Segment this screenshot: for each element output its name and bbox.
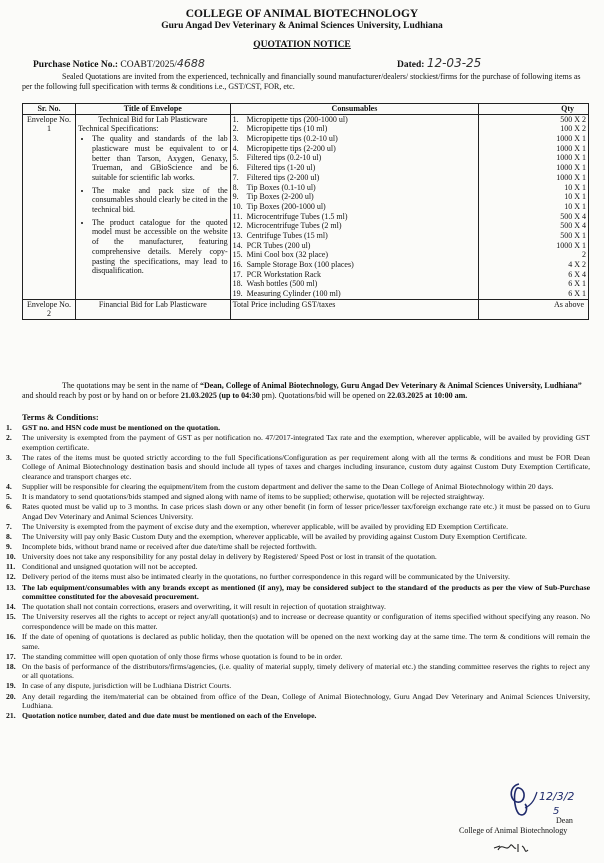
- term-item: [6, 423, 590, 433]
- consumable-name: Filtered tips (1-20 ul): [246, 163, 316, 173]
- consumable-qty: 1000 X 1: [556, 163, 586, 173]
- consumable-number: 18.: [232, 279, 243, 289]
- consumable-item: [233, 260, 477, 270]
- consumable-item: [233, 115, 477, 125]
- consumable-name: Microcentrifuge Tubes (1.5 ml): [246, 211, 348, 221]
- consumable-qty: 2: [582, 250, 586, 260]
- consumables-cell: [230, 114, 479, 299]
- term-number: 13.: [6, 582, 16, 592]
- consumable-number: 4.: [232, 143, 239, 153]
- consumable-name: Micropipette tips (10 ml): [246, 124, 328, 134]
- consumable-item: [233, 202, 477, 212]
- consumable-qty: 6 X 1: [568, 279, 586, 289]
- consumable-name: Tip Boxes (200-1000 ul): [246, 201, 326, 211]
- dated-label: Dated:: [397, 60, 425, 70]
- term-text: The University will pay only Basic Custom Duty and the exemption, wherever applicable, will be availed by providing against Custom Duty Exemption Certificate.: [22, 532, 527, 542]
- consumable-number: 19.: [232, 289, 243, 299]
- term-number: 11.: [6, 562, 16, 572]
- consumable-name: Mini Cool box (32 place): [246, 250, 328, 260]
- consumable-name: Sample Storage Box (100 places): [246, 260, 354, 270]
- term-text: University does not take any responsibility for any postal delay in delivery by Registered/ Speed Post or lost in transit of the quotation.: [22, 552, 437, 562]
- consumable-item: [233, 124, 477, 134]
- purchase-notice-number: 4688: [176, 57, 205, 70]
- terms-heading: Terms & Conditions:: [22, 412, 99, 422]
- term-item: [6, 492, 590, 502]
- term-item: [6, 583, 590, 602]
- term-text: The standing committee will open quotation of only those firms whose quotation is found to be in order.: [22, 651, 343, 661]
- college-heading: COLLEGE OF ANIMAL BIOTECHNOLOGY: [185, 8, 419, 20]
- consumable-item: [233, 221, 477, 231]
- consumable-item: [233, 250, 477, 260]
- term-number: 7.: [6, 521, 12, 531]
- term-text: The lab equipment/consumables with any brands except as mentioned (if any), may be considered subject to the standard of the products as per the view of Sub-Purchase committee constituted for the abovesaid procurement.: [22, 582, 590, 602]
- term-item: [6, 453, 590, 482]
- consumable-qty: 1000 X 1: [556, 240, 586, 250]
- purchase-notice-line: [33, 57, 205, 70]
- consumable-qty: 500 X 1: [560, 230, 586, 240]
- term-number: 5.: [6, 492, 12, 502]
- term-number: 18.: [6, 661, 16, 671]
- term-item: [6, 532, 590, 542]
- consumable-item: [233, 134, 477, 144]
- envelope-1-title-cell: [75, 114, 230, 299]
- consumable-number: 6.: [232, 163, 239, 173]
- consumable-number: 11.: [232, 211, 243, 221]
- items-table: [22, 103, 589, 320]
- consumable-qty: 10 X 1: [564, 182, 586, 192]
- consumable-number: 16.: [232, 260, 243, 270]
- term-item: [6, 542, 590, 552]
- tech-spec-item: • The product catalogue for the quoted model must be accessible on the website of the manufacturer, featuring comprehensive details. Merely copy-pasting the specifications, may lead to disqualification.: [92, 218, 228, 276]
- table-header-row: [23, 104, 589, 115]
- term-text: Delivery period of the items must also be intimated clearly in the quotations, no further correspondence in this regard will be communicated by the University.: [22, 572, 510, 582]
- consumable-number: 3.: [232, 134, 239, 144]
- consumable-number: 7.: [232, 172, 239, 182]
- tech-spec-list: [78, 134, 228, 276]
- header-sr-no: Sr. No.: [23, 104, 76, 115]
- term-number: 4.: [6, 482, 12, 492]
- term-item: [6, 692, 590, 711]
- term-item: [6, 602, 590, 612]
- envelope-2-qty: As above: [479, 299, 589, 319]
- submission-text: pm). Quotations/bid will be opened on: [259, 391, 388, 400]
- consumable-qty: 500 X 4: [560, 211, 586, 221]
- envelope-2-label: Envelope No. 2: [23, 299, 76, 319]
- term-item: [6, 572, 590, 582]
- term-text: If the date of opening of quotations is declared as public holiday, then the quotation will be opened on the next working day at the same time. The term & conditions will remain the same.: [22, 631, 590, 651]
- consumable-name: PCR Tubes (200 ul): [246, 240, 311, 250]
- submission-due-date: 21.03.2025 (up to 04:30: [180, 391, 260, 400]
- term-text: It is mandatory to send quotations/bids stamped and signed along with name of items to be supplied; otherwise, quotation will be rejected straightway.: [22, 492, 485, 502]
- term-number: 15.: [6, 612, 16, 622]
- term-item: [6, 502, 590, 521]
- consumable-qty: 1000 X 1: [556, 143, 586, 153]
- consumable-name: PCR Workstation Rack: [246, 269, 321, 279]
- term-number: 21.: [6, 711, 16, 721]
- term-item: [6, 522, 590, 532]
- header-qty: Qty: [479, 104, 589, 115]
- consumable-number: 2.: [232, 124, 239, 134]
- consumable-qty: 6 X 4: [568, 269, 586, 279]
- consumable-item: [233, 153, 477, 163]
- consumable-item: [233, 279, 477, 289]
- consumable-name: Centrifuge Tubes (15 ml): [246, 230, 328, 240]
- term-text: Rates quoted must be valid up to 3 months. In case prices slash down or any other benefit (in form of lesser price/lesser tax/foreign exchange rate etc.) it must be passed on to Guru Angad Dev Veterinary and Animal Sciences University.: [22, 502, 590, 521]
- intro-paragraph: Sealed Quotations are invited from the experienced, technically and financially sound manufacturer/dealers/ stockiest/firms for the purchase of following items as per the following full specification with terms & conditions i.e., GST/CST, FOR, etc.: [22, 72, 581, 91]
- purchase-notice-label: Purchase Notice No.:: [33, 60, 119, 70]
- term-item: [6, 681, 590, 691]
- consumable-qty: 10 X 1: [564, 192, 586, 202]
- term-text: In case of any dispute, jurisdiction will be Ludhiana District Courts.: [22, 681, 232, 691]
- consumable-item: [233, 183, 477, 193]
- term-item: [6, 652, 590, 662]
- qty-list: [481, 114, 586, 299]
- term-item: [6, 552, 590, 562]
- term-item: [6, 612, 590, 631]
- submission-opening-date: 22.03.2025 at 10:00 am.: [387, 391, 468, 400]
- consumable-name: Measuring Cylinder (100 ml): [246, 289, 341, 299]
- term-item: [6, 482, 590, 492]
- header-consumables: Consumables: [230, 104, 479, 115]
- term-text: The University reserves all the rights to accept or reject any/all quotation(s) and to increase or decrease quantity or configuration of items specified without specifying any reason. No correspondence will be made on this matter.: [22, 612, 590, 631]
- consumable-number: 1.: [232, 114, 239, 124]
- notice-title: QUOTATION NOTICE: [253, 40, 351, 50]
- consumable-qty: 1000 X 1: [556, 172, 586, 182]
- header-title: Title of Envelope: [75, 104, 230, 115]
- consumable-number: 8.: [232, 182, 239, 192]
- term-text: The university is exempted from the payment of GST as per notification no. 47/2017-integrated Tax rate and the exemption, wherever applicable, will be availed by providing GST exemption certificate.: [22, 433, 590, 452]
- term-item: [6, 711, 590, 721]
- term-text: GST no. and HSN code must be mentioned on the quotation.: [22, 423, 221, 432]
- tech-spec-heading: Technical Specifications:: [77, 124, 159, 134]
- consumable-name: Micropipette tips (200-1000 ul): [246, 114, 348, 124]
- term-number: 6.: [6, 502, 12, 512]
- svg-text:12/3/2: 12/3/2: [539, 790, 575, 803]
- term-item: [6, 433, 590, 452]
- term-text: On the basis of performance of the distributors/firms/agencies, (i.e. quality of material supply, timely delivery of material etc.) the standing committee reserves the rights to reject any or all quotations.: [22, 661, 590, 681]
- tech-spec-item: • The quality and standards of the lab plasticware must be equivalent to or better than Tarson, Axygen, Genaxy, Trueman, and GBioScience and be suitable for scientific lab works.: [92, 134, 228, 183]
- dated-line: [397, 56, 481, 70]
- term-number: 19.: [6, 681, 16, 691]
- consumable-qty: 4 X 2: [568, 260, 586, 270]
- dean-signature: [505, 778, 585, 826]
- consumable-number: 10.: [232, 201, 243, 211]
- term-number: 1.: [6, 423, 12, 432]
- term-text: Any detail regarding the item/material can be obtained from office of the Dean, College of Animal Biotechnology, Guru Angad Dev Veterinary and Animal Sciences University, Ludhiana.: [22, 691, 590, 711]
- consumable-name: Wash bottles (500 ml): [246, 279, 318, 289]
- consumable-qty: 1000 X 1: [556, 134, 586, 144]
- term-number: 10.: [6, 552, 16, 562]
- envelope-2-title: Financial Bid for Lab Plasticware: [75, 299, 230, 319]
- term-text: The rates of the items must be quoted strictly according to the full Specifications/Configuration as per requirement along with all the terms & conditions and must be FOR Dean College of Animal Biotechnology destination basis and should include all types of taxes and charges including insurance, custom duty against Custom Duty Exemption Certificate, clearance and transport charges etc.: [22, 452, 590, 481]
- term-number: 20.: [6, 691, 16, 701]
- term-number: 2.: [6, 433, 12, 443]
- consumable-item: [233, 241, 477, 251]
- term-number: 3.: [6, 452, 12, 462]
- consumable-item: [233, 289, 477, 299]
- term-item: [6, 562, 590, 572]
- terms-list: [6, 423, 590, 721]
- envelope-2-consumables: Total Price including GST/taxes: [230, 299, 479, 319]
- term-number: 9.: [6, 542, 12, 552]
- consumable-name: Filtered tips (0.2-10 ul): [246, 153, 322, 163]
- university-heading: Guru Angad Dev Veterinary & Animal Sciences University, Ludhiana: [161, 21, 443, 31]
- term-text: The University is exempted from the payment of excise duty and the exemption, wherever applicable, will be availed by providing ED Exemption Certificate.: [22, 521, 509, 531]
- consumable-number: 13.: [232, 230, 243, 240]
- envelope-1-label: Envelope No. 1: [23, 114, 76, 299]
- consumable-item: [233, 212, 477, 222]
- consumable-qty: 100 X 2: [560, 124, 586, 134]
- envelope-1-row: [23, 114, 589, 299]
- term-text: Conditional and unsigned quotation will not be accepted.: [22, 562, 198, 572]
- term-number: 8.: [6, 532, 12, 542]
- term-item: [6, 632, 590, 651]
- qty-cell: [479, 114, 589, 299]
- consumable-name: Filtered tips (2-200 ul): [246, 172, 320, 182]
- consumable-qty: 500 X 2: [560, 114, 586, 124]
- consumable-item: [233, 144, 477, 154]
- term-number: 16.: [6, 631, 16, 641]
- term-item: [6, 662, 590, 681]
- consumable-qty: 10 X 1: [564, 201, 586, 211]
- signatory-college: College of Animal Biotechnology: [459, 826, 568, 835]
- consumable-name: Tip Boxes (2-200 ul): [246, 192, 314, 202]
- consumable-name: Tip Boxes (0.1-10 ul): [246, 182, 316, 192]
- consumable-item: [233, 173, 477, 183]
- term-number: 17.: [6, 651, 16, 661]
- purchase-notice-prefix: COABT/2025/: [120, 60, 177, 70]
- consumable-qty: 6 X 1: [568, 289, 586, 299]
- consumables-list: [233, 115, 477, 299]
- consumable-name: Micropipette tips (2-200 ul): [246, 143, 336, 153]
- submission-addressee: “Dean, College of Animal Biotechnology, Guru Angad Dev Veterinary & Animal Sciences University, Ludhiana”: [199, 381, 582, 390]
- consumable-name: Microcentrifuge Tubes (2 ml): [246, 221, 342, 231]
- submission-paragraph: [22, 381, 588, 401]
- consumable-number: 12.: [232, 221, 243, 231]
- consumable-qty: 1000 X 1: [556, 153, 586, 163]
- consumable-number: 14.: [232, 240, 243, 250]
- submission-text: and should reach by post or by hand on or before: [22, 391, 181, 400]
- envelope-1-title: Technical Bid for Lab Plasticware: [98, 114, 208, 124]
- consumable-number: 15.: [232, 250, 243, 260]
- consumable-qty: 500 X 4: [560, 221, 586, 231]
- consumable-number: 5.: [232, 153, 239, 163]
- term-text: Quotation notice number, dated and due date must be mentioned on each of the Envelope.: [22, 711, 317, 721]
- consumable-item: [233, 270, 477, 280]
- svg-text:5: 5: [553, 806, 560, 817]
- term-number: 14.: [6, 602, 16, 612]
- dated-value: 12-03-25: [426, 56, 482, 70]
- initials-scribble: [492, 838, 532, 858]
- consumable-item: [233, 163, 477, 173]
- consumable-number: 17.: [232, 269, 243, 279]
- tech-spec-item: • The make and pack size of the consumables should clearly be cited in the technical bid.: [92, 186, 228, 215]
- consumable-item: [233, 231, 477, 241]
- term-number: 12.: [6, 572, 16, 582]
- term-text: Incomplete bids, without brand name or received after due date/time shall be rejected forthwith.: [22, 542, 317, 552]
- consumable-item: [233, 192, 477, 202]
- term-text: Supplier will be responsible for clearing the equipment/item from the custom department and deliver the same to the Dean College of Animal Biotechnology within 20 days.: [22, 482, 554, 492]
- consumable-name: Micropipette tips (0.2-10 ul): [246, 134, 338, 144]
- envelope-2-row: [23, 299, 589, 319]
- consumable-number: 9.: [232, 192, 239, 202]
- signatory-title: Dean: [556, 816, 573, 825]
- submission-text: The quotations may be sent in the name of: [62, 381, 200, 390]
- term-text: The quotation shall not contain corrections, erasers and overwriting, it will result in rejection of quotation straightway.: [22, 602, 386, 612]
